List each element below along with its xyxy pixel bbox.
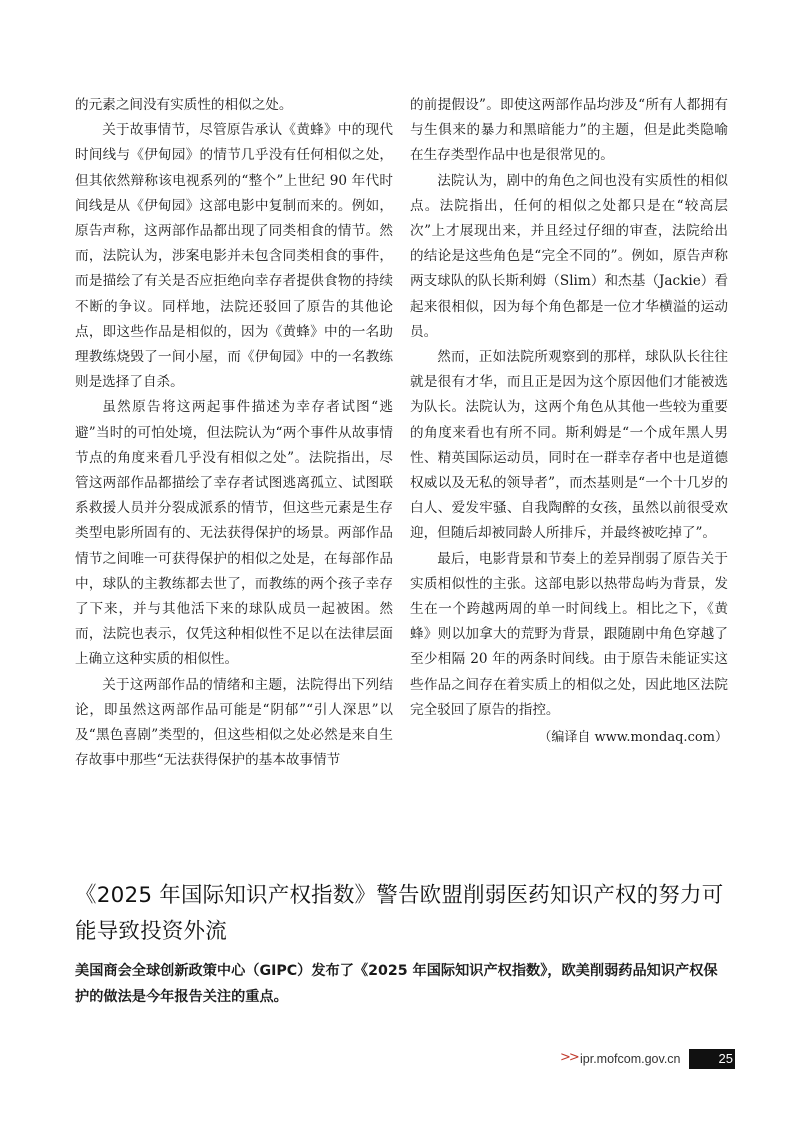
next-article: [75, 878, 725, 1010]
body-paragraph: 的前提假设”。即使这两部作品均涉及“所有人都拥有与生俱来的暴力和黑暗能力”的主题，但是此类隐喻在生存类型作品中也是很常见的。: [410, 97, 728, 164]
double-chevron-icon: >>: [560, 1050, 578, 1065]
body-paragraph: 最后，电影背景和节奏上的差异削弱了原告关于实质相似性的主张。这部电影以热带岛屿为背景，发生在一个跨越两周的单一时间线上。相比之下，《黄蜂》则以加拿大的荒野为背景，跟随剧中角色穿越了至少相隔 20 年的两条时间线。由于原告未能证实这些作品之间存在着实质上的相似之处，因此地区法院完全驳回了原告的指控。: [410, 550, 728, 718]
body-paragraph: 关于故事情节，尽管原告承认《黄蜂》中的现代时间线与《伊甸园》的情节几乎没有任何相似之处，但其依然辩称该电视系列的“整个”上世纪 90 年代时间线是从《伊甸园》这部电影中复制而来的。例如，原告声称，这两部作品都出现了同类相食的情节。然而，法院认为，涉案电影并未包含同类相食的事件，而是描绘了有关是否应拒绝向幸存者提供食物的持续不断的争议。同样地，法院还驳回了原告的其他论点，即这些作品是相似的，因为《黄蜂》中的一名助理教练烧毁了一间小屋，而《伊甸园》中的一名教练则是选择了自杀。: [75, 122, 393, 391]
page-number-box: [689, 1049, 735, 1069]
body-paragraph: 虽然原告将这两起事件描述为幸存者试图“逃避”当时的可怕处境，但法院认为“两个事件从故事情节点的角度来看几乎没有相似之处”。法院指出，尽管这两部作品都描绘了幸存者试图逃离孤立、试图联系救援人员并分裂成派系的情节，但这些元素是生存类型电影所固有的、无法获得保护的场景。两部作品情节之间唯一可获得保护的相似之处是，在每部作品中，球队的主教练都去世了，而教练的两个孩子幸存了下来，并与其他活下来的球队成员一起被困。然而，法院也表示，仅凭这种相似性不足以在法律层面上确立这种实质的相似性。: [75, 399, 393, 668]
left-text-column: [75, 93, 393, 773]
source-note: （编译自 www.mondaq.com）: [538, 730, 728, 746]
article-lead: 美国商会全球创新政策中心（GIPC）发布了《2025 年国际知识产权指数》，欧美削弱药品知识产权保护的做法是今年报告关注的重点。: [75, 963, 718, 1005]
body-paragraph: 然而，正如法院所观察到的那样，球队队长往往就是很有才华，而且正是因为这个原因他们才能被选为队长。法院认为，这两个角色从其他一些较为重要的角度来看也有所不同。斯利姆是“一个成年黑人男性、精英国际运动员，同时在一群幸存者中也是道德权威以及无私的领导者”，而杰基则是“一个十几岁的白人、爱发牢骚、自我陶醉的女孩，虽然以前很受欢迎，但随后却被同龄人所排斥，并最终被吃掉了”。: [410, 349, 728, 542]
body-paragraph: 的元素之间没有实质性的相似之处。: [75, 97, 293, 113]
article-title: 《2025 年国际知识产权指数》警告欧盟削弱医药知识产权的努力可能导致投资外流: [75, 883, 724, 944]
body-paragraph: 法院认为，剧中的角色之间也没有实质性的相似点。法院指出，任何的相似之处都只是在“较高层次”上才展现出来，并且经过仔细的审查，法院给出的结论是这些角色是“完全不同的”。例如，原告声称两支球队的队长斯利姆（Slim）和杰基（Jackie）看起来很相似，因为每个角色都是一位才华横溢的运动员。: [410, 172, 728, 340]
right-column-paragraphs: [410, 93, 728, 723]
page-footer: [560, 1049, 735, 1071]
footer-website[interactable]: ipr.mofcom.gov.cn: [580, 1052, 681, 1066]
body-paragraph: 关于这两部作品的情绪和主题，法院得出下列结论，即虽然这两部作品可能是“阴郁”“引人深思”以及“黑色喜剧”类型的，但这些相似之处必然是来自生存故事中那些“无法获得保护的基本故事情节: [75, 676, 393, 769]
right-text-column: [410, 93, 728, 750]
page-number: 25: [718, 1051, 733, 1066]
